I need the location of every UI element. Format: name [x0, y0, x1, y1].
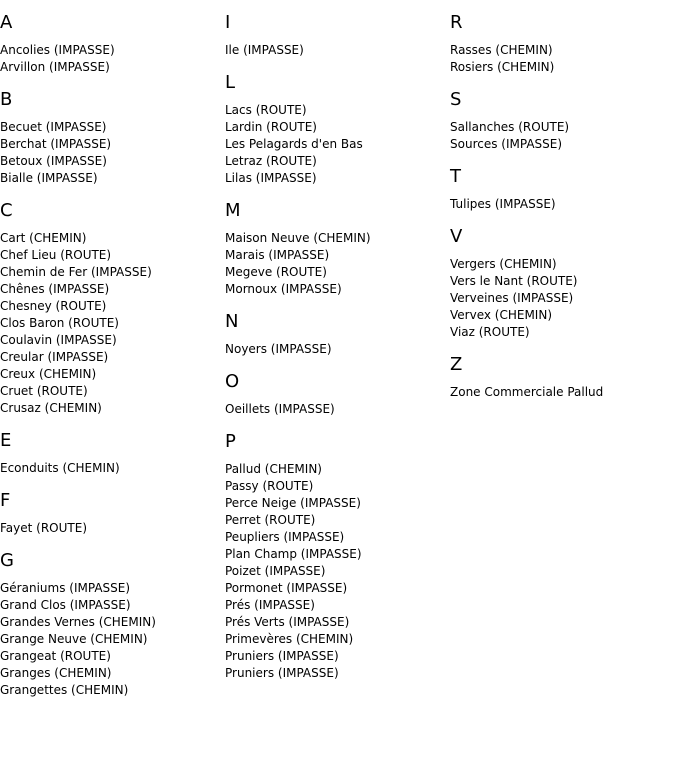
street-list [0, 230, 215, 417]
street-entry: Chesney (ROUTE) [0, 299, 107, 313]
street-entry: Econduits (CHEMIN) [0, 461, 120, 475]
street-entry: Pruniers (IMPASSE) [225, 649, 339, 663]
section-letter-heading: G [0, 550, 14, 571]
street-list [0, 42, 215, 76]
street-entry: Fayet (ROUTE) [0, 521, 87, 535]
section-letter-heading: M [225, 200, 241, 221]
street-entry: Poizet (IMPASSE) [225, 564, 326, 578]
street-list [450, 42, 665, 76]
street-entry: Grandes Vernes (CHEMIN) [0, 615, 156, 629]
street-entry: Crusaz (CHEMIN) [0, 401, 102, 415]
street-entry: Perce Neige (IMPASSE) [225, 496, 361, 510]
street-entry: Grangettes (CHEMIN) [0, 683, 129, 697]
street-list [450, 384, 665, 401]
index-column [450, 12, 665, 414]
street-entry: Viaz (ROUTE) [450, 325, 530, 339]
street-entry: Ile (IMPASSE) [225, 43, 304, 57]
letter-section [450, 226, 665, 341]
index-column [0, 12, 215, 712]
street-entry: Grangeat (ROUTE) [0, 649, 111, 663]
street-entry: Pallud (CHEMIN) [225, 462, 322, 476]
street-entry: Rasses (CHEMIN) [450, 43, 553, 57]
letter-section [225, 431, 440, 682]
section-letter-heading: N [225, 311, 239, 332]
section-letter-heading: S [450, 89, 462, 110]
letter-section [225, 72, 440, 187]
street-entry: Chef Lieu (ROUTE) [0, 248, 112, 262]
street-entry: Géraniums (IMPASSE) [0, 581, 131, 595]
street-list [450, 119, 665, 153]
street-entry: Betoux (IMPASSE) [0, 154, 107, 168]
section-letter-heading: F [0, 490, 11, 511]
street-entry: Pruniers (IMPASSE) [225, 666, 339, 680]
street-list [225, 102, 440, 187]
street-list [225, 461, 440, 682]
street-entry: Tulipes (IMPASSE) [450, 197, 556, 211]
street-entry: Coulavin (IMPASSE) [0, 333, 117, 347]
street-list [0, 580, 215, 699]
section-letter-heading: T [450, 166, 461, 187]
street-entry: Vergers (CHEMIN) [450, 257, 557, 271]
letter-section [450, 354, 665, 401]
street-entry: Becuet (IMPASSE) [0, 120, 107, 134]
section-letter-heading: I [225, 12, 231, 33]
section-letter-heading: P [225, 431, 236, 452]
street-entry: Cruet (ROUTE) [0, 384, 88, 398]
letter-section [225, 200, 440, 298]
street-entry: Bialle (IMPASSE) [0, 171, 98, 185]
letter-section [0, 89, 215, 187]
letter-section [0, 550, 215, 699]
street-entry: Chênes (IMPASSE) [0, 282, 110, 296]
street-entry: Lardin (ROUTE) [225, 120, 317, 134]
street-entry: Zone Commerciale Pallud [450, 385, 604, 399]
street-entry: Vervex (CHEMIN) [450, 308, 552, 322]
street-entry: Cart (CHEMIN) [0, 231, 87, 245]
street-entry: Oeillets (IMPASSE) [225, 402, 335, 416]
street-entry: Megeve (ROUTE) [225, 265, 327, 279]
street-entry: Peupliers (IMPASSE) [225, 530, 345, 544]
street-entry: Perret (ROUTE) [225, 513, 316, 527]
letter-section [450, 12, 665, 76]
street-list [225, 341, 440, 358]
street-entry: Chemin de Fer (IMPASSE) [0, 265, 152, 279]
letter-section [450, 166, 665, 213]
letter-section [0, 12, 215, 76]
street-entry: Vers le Nant (ROUTE) [450, 274, 578, 288]
street-entry: Arvillon (IMPASSE) [0, 60, 110, 74]
street-entry: Granges (CHEMIN) [0, 666, 112, 680]
street-entry: Lacs (ROUTE) [225, 103, 307, 117]
letter-section [225, 311, 440, 358]
street-entry: Passy (ROUTE) [225, 479, 314, 493]
street-list [225, 42, 440, 59]
street-entry: Creux (CHEMIN) [0, 367, 97, 381]
street-entry: Noyers (IMPASSE) [225, 342, 332, 356]
street-entry: Pormonet (IMPASSE) [225, 581, 348, 595]
street-entry: Rosiers (CHEMIN) [450, 60, 555, 74]
letter-section [225, 12, 440, 59]
street-entry: Lilas (IMPASSE) [225, 171, 317, 185]
letter-section [450, 89, 665, 153]
section-letter-heading: R [450, 12, 463, 33]
section-letter-heading: Z [450, 354, 463, 375]
street-entry: Prés (IMPASSE) [225, 598, 315, 612]
street-entry: Sources (IMPASSE) [450, 137, 563, 151]
street-entry: Letraz (ROUTE) [225, 154, 317, 168]
street-list [0, 520, 215, 537]
letter-section [0, 490, 215, 537]
street-list [225, 230, 440, 298]
section-letter-heading: A [0, 12, 13, 33]
street-entry: Verveines (IMPASSE) [450, 291, 574, 305]
letter-section [0, 200, 215, 417]
street-entry: Grand Clos (IMPASSE) [0, 598, 131, 612]
street-entry: Sallanches (ROUTE) [450, 120, 570, 134]
street-entry: Ancolies (IMPASSE) [0, 43, 115, 57]
street-entry: Plan Champ (IMPASSE) [225, 547, 362, 561]
index-column [225, 12, 440, 695]
street-entry: Les Pelagards d'en Bas [225, 137, 363, 151]
section-letter-heading: C [0, 200, 13, 221]
letter-section [0, 430, 215, 477]
street-list [450, 256, 665, 341]
street-list [225, 401, 440, 418]
street-entry: Creular (IMPASSE) [0, 350, 109, 364]
street-list [450, 196, 665, 213]
street-entry: Primevères (CHEMIN) [225, 632, 354, 646]
street-entry: Grange Neuve (CHEMIN) [0, 632, 148, 646]
street-entry: Berchat (IMPASSE) [0, 137, 112, 151]
letter-section [225, 371, 440, 418]
street-entry: Prés Verts (IMPASSE) [225, 615, 350, 629]
street-entry: Maison Neuve (CHEMIN) [225, 231, 371, 245]
section-letter-heading: E [0, 430, 12, 451]
section-letter-heading: V [450, 226, 463, 247]
street-entry: Marais (IMPASSE) [225, 248, 330, 262]
street-list [0, 119, 215, 187]
section-letter-heading: L [225, 72, 236, 93]
street-entry: Mornoux (IMPASSE) [225, 282, 342, 296]
street-entry: Clos Baron (ROUTE) [0, 316, 119, 330]
section-letter-heading: O [225, 371, 240, 392]
street-list [0, 460, 215, 477]
section-letter-heading: B [0, 89, 13, 110]
